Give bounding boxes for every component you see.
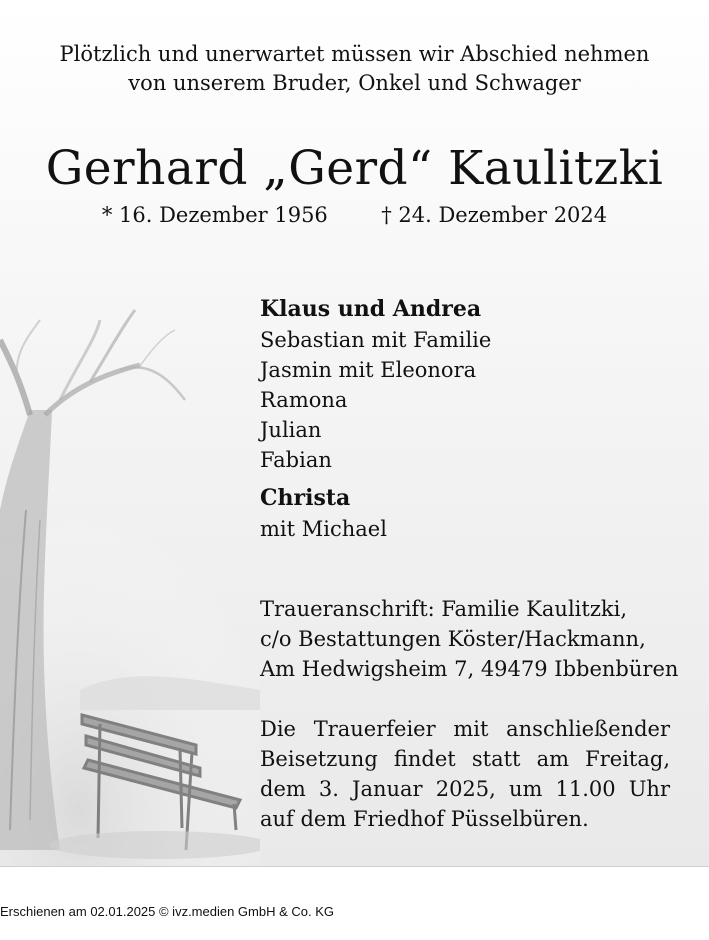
mourner-name: Julian xyxy=(260,418,322,442)
funeral-service-text: Die Trauerfeier mit anschließender Beisetzung findet statt am Freitag, dem 3. Januar 2025, um 11.00 Uhr auf dem Friedhof Püsselbüren. xyxy=(260,717,670,831)
intro-line: Plötzlich und unerwartet müssen wir Abschied nehmen xyxy=(59,42,650,66)
address-line: Traueranschrift: Familie Kaulitzki, xyxy=(260,597,627,621)
mourners-list xyxy=(260,294,690,544)
mourning-address xyxy=(260,594,690,684)
address-line: Am Hedwigsheim 7, 49479 Ibbenbüren xyxy=(260,657,679,681)
publication-footer: Erschienen am 02.01.2025 © ivz.medien GmbH & Co. KG xyxy=(0,904,335,919)
mourner-name: Sebastian mit Familie xyxy=(260,328,492,352)
notice-border xyxy=(0,866,709,867)
mourner-name: Fabian xyxy=(260,448,332,472)
life-dates: * 16. Dezember 1956 † 24. Dezember 2024 xyxy=(101,203,608,227)
mourner-name: Ramona xyxy=(260,388,348,412)
mourner-name: Jasmin mit Eleonora xyxy=(260,358,477,382)
deceased-name: Gerhard „Gerd“ Kaulitzki xyxy=(45,141,664,196)
intro-text xyxy=(0,40,709,98)
mourner-group-name: Christa xyxy=(260,485,351,511)
tree-bench-illustration xyxy=(0,290,260,866)
intro-line: von unserem Bruder, Onkel und Schwager xyxy=(128,71,581,95)
mourner-name: mit Michael xyxy=(260,517,387,541)
mourner-group-name: Klaus und Andrea xyxy=(260,296,482,322)
address-line: c/o Bestattungen Köster/Hackmann, xyxy=(260,627,646,651)
